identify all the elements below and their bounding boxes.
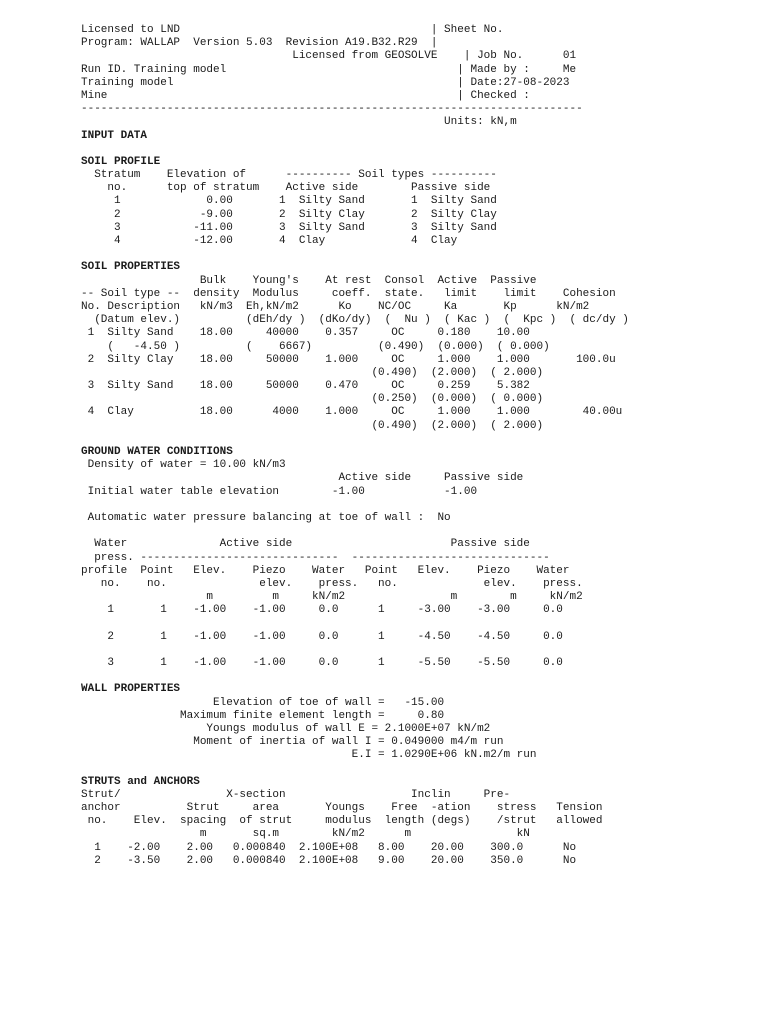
report-line: profile Point Elev. Piezo Water Point Elev. Piezo Water (81, 564, 570, 577)
report-line (81, 763, 629, 776)
report-line: m m kN/m2 m m kN/m2 (81, 591, 583, 604)
report-line (81, 617, 629, 630)
report-line: 2 -3.50 2.00 0.000840 2.100E+08 9.00 20.00 350.0 No (81, 854, 577, 867)
section-heading: INPUT DATA (81, 129, 148, 142)
report-line: Maximum finite element length = 0.80 (81, 709, 445, 722)
report-line (81, 670, 629, 683)
report-line: Strut/ X-section Inclin Pre- (81, 788, 511, 801)
report-line: Licensed to LND | Sheet No. (81, 24, 504, 36)
report-line: No. Description kN/m3 Eh,kN/m2 Ko NC/OC Ka Kp kN/m2 (81, 300, 590, 313)
report-line: Active side Passive side (81, 472, 524, 485)
section-heading: GROUND WATER CONDITIONS (81, 446, 233, 458)
report-line (81, 248, 629, 261)
report-line: 1 Silty Sand 18.00 40000 0.357 OC 0.180 10.00 (81, 327, 530, 340)
report-line: 1 1 -1.00 -1.00 0.0 1 -3.00 -3.00 0.0 (81, 604, 563, 617)
report-line: m sq.m kN/m2 m kN (81, 828, 530, 841)
report-line: no. Elev. spacing of strut modulus length (degs) /strut allowed (81, 815, 603, 828)
report-line: 4 -12.00 4 Clay 4 Clay (81, 235, 458, 247)
report-line: -- Soil type -- density Modulus coeff. state. limit limit Cohesion (81, 287, 616, 300)
report-line: E.I = 1.0290E+06 kN.m2/m run (81, 749, 537, 762)
report-line (81, 525, 629, 538)
report-line (81, 433, 629, 446)
report-line: Youngs modulus of wall E = 2.1000E+07 kN/m2 (81, 722, 491, 735)
report-line (81, 143, 629, 156)
report-line: (0.490) (2.000) ( 2.000) (81, 366, 544, 379)
section-heading: WALL PROPERTIES (81, 683, 181, 696)
report-line: Run ID. Training model | Made by : Me (81, 63, 577, 76)
report-line: no. top of stratum Active side Passive side (81, 182, 491, 195)
report-line: ---------------------------------------------------------------------------- (81, 103, 583, 116)
report-line: Mine | Checked : (81, 89, 530, 102)
report-line: Stratum Elevation of ---------- Soil types ---------- (81, 169, 497, 182)
section-heading: SOIL PROPERTIES (81, 261, 181, 274)
report-line: 3 -11.00 3 Silty Sand 3 Silty Sand (81, 221, 497, 234)
report-line: 2 -9.00 2 Silty Clay 2 Silty Clay (81, 208, 497, 221)
report-line (81, 644, 629, 657)
wallap-report (81, 24, 629, 868)
report-line: (Datum elev.) (dEh/dy ) (dKo/dy) ( Nu ) ( Kac ) ( Kpc ) ( dc/dy ) (81, 314, 629, 327)
report-line: Density of water = 10.00 kN/m3 (81, 459, 286, 472)
report-line: 1 0.00 1 Silty Sand 1 Silty Sand (81, 195, 497, 208)
report-line: press. ------------------------------ ------------------------------ (81, 551, 550, 564)
report-line: no. no. elev. press. no. elev. press. (81, 577, 583, 590)
report-line: 1 -2.00 2.00 0.000840 2.100E+08 8.00 20.00 300.0 No (81, 841, 577, 854)
section-heading: SOIL PROFILE (81, 155, 161, 168)
report-line: 3 Silty Sand 18.00 50000 0.470 OC 0.259 5.382 (81, 380, 530, 393)
report-line: Water Active side Passive side (81, 538, 530, 551)
report-line: Automatic water pressure balancing at toe of wall : No (81, 511, 451, 524)
report-line: Units: kN,m (81, 116, 517, 129)
report-line: Bulk Young's At rest Consol Active Passive (81, 274, 537, 287)
report-line: anchor Strut area Youngs Free -ation stress Tension (81, 802, 603, 815)
report-line: 2 1 -1.00 -1.00 0.0 1 -4.50 -4.50 0.0 (81, 630, 563, 643)
report-line: Licensed from GEOSOLVE | Job No. 01 (81, 50, 577, 63)
report-line: Elevation of toe of wall = -15.00 (81, 696, 445, 709)
report-line: 3 1 -1.00 -1.00 0.0 1 -5.50 -5.50 0.0 (81, 657, 563, 669)
report-line: 4 Clay 18.00 4000 1.000 OC 1.000 1.000 40.00u (81, 406, 623, 419)
report-line (81, 499, 629, 512)
section-heading: STRUTS and ANCHORS (81, 775, 200, 788)
report-line: (0.490) (2.000) ( 2.000) (81, 419, 544, 432)
report-line: 2 Silty Clay 18.00 50000 1.000 OC 1.000 1.000 100.0u (81, 353, 616, 366)
report-line: Training model | Date:27-08-2023 (81, 76, 570, 89)
report-line: Initial water table elevation -1.00 -1.00 (81, 485, 478, 498)
report-line: Moment of inertia of wall I = 0.049000 m4/m run (81, 736, 504, 749)
report-line: ( -4.50 ) ( 6667) (0.490) (0.000) ( 0.000) (81, 340, 550, 353)
report-line: (0.250) (0.000) ( 0.000) (81, 393, 544, 406)
report-line: Program: WALLAP Version 5.03 Revision A19.B32.R29 | (81, 37, 438, 50)
